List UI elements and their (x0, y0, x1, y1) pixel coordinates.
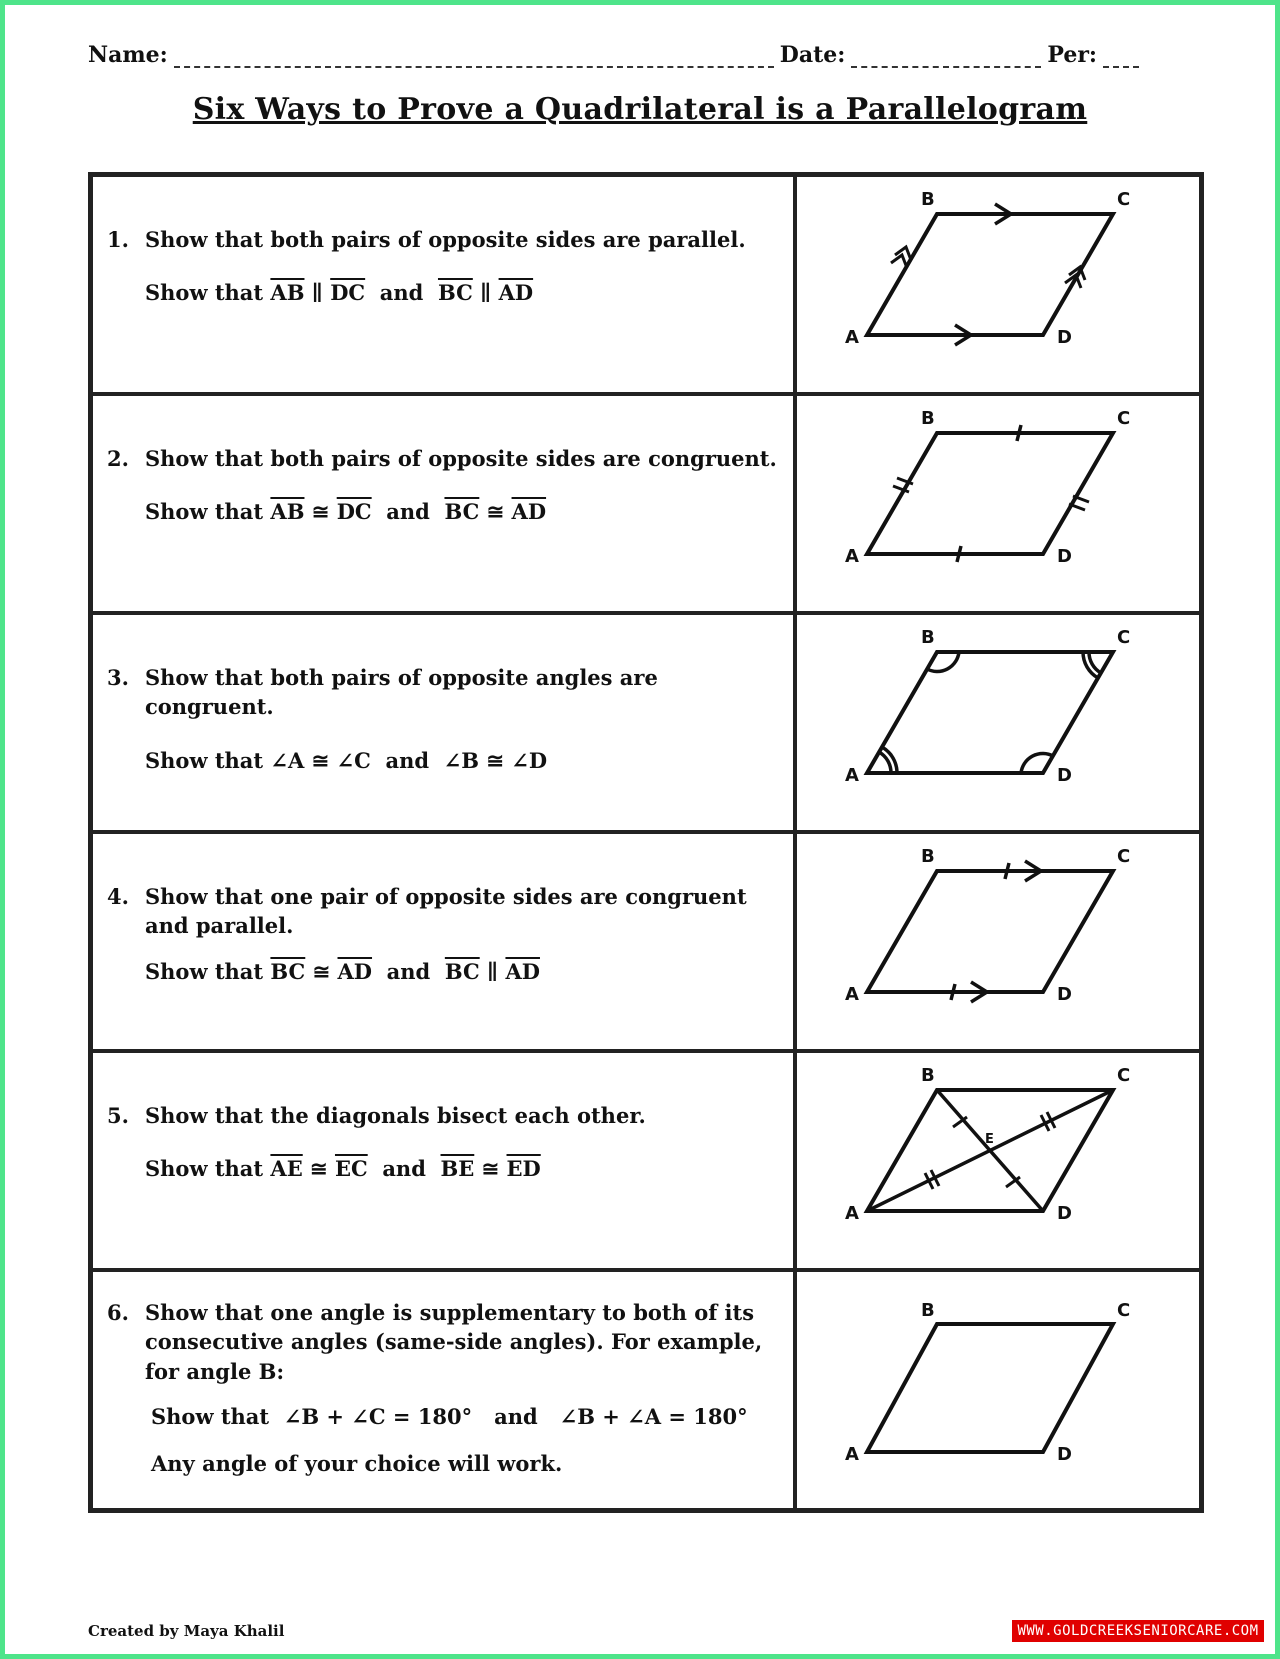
method-statement: Show that the diagonals bisect each other. (145, 1103, 646, 1128)
vertex-label-a: A (845, 327, 859, 348)
show-prefix: Show that (145, 499, 264, 525)
parallelogram-shape (867, 871, 1113, 992)
method-show-line (93, 473, 793, 524)
parallelogram-figure (797, 1272, 1197, 1508)
segment-term: $\overline{AE}$ (270, 1156, 303, 1182)
angle-sum-term: ∠B + ∠A = 180° (559, 1404, 748, 1430)
show-prefix: Show that (145, 747, 264, 773)
vertex-label-c: C (1117, 1065, 1131, 1086)
relation-symbol: ≅ (310, 1156, 328, 1182)
segment-term: $\overline{EC}$ (334, 1156, 368, 1182)
parallelogram-shape (867, 433, 1113, 554)
segment-term: $\overline{DC}$ (336, 499, 372, 525)
angle-term: ∠B (443, 747, 480, 773)
congruence-tick (1005, 863, 1009, 879)
table-row (91, 175, 1202, 395)
segment-term: $\overline{BC}$ (444, 499, 480, 525)
vertex-label-a: A (845, 1203, 859, 1224)
congruence-tick (1017, 425, 1021, 441)
segment-term: $\overline{AD}$ (511, 499, 547, 525)
vertex-label-c: C (1117, 846, 1131, 867)
vertex-label-b: B (921, 846, 935, 867)
table-row (91, 1270, 1202, 1511)
vertex-label-c: C (1117, 408, 1131, 429)
conjunction: and (382, 1156, 426, 1182)
method-statement: Show that both pairs of opposite sides are parallel. (145, 227, 746, 252)
method-statement: Show that both pairs of opposite sides are congruent. (145, 446, 777, 471)
method-number: 6. (107, 1300, 129, 1325)
vertex-label-d: D (1057, 327, 1072, 348)
vertex-label-a: A (845, 1444, 859, 1465)
segment-term: $\overline{AD}$ (498, 280, 534, 306)
segment-term: $\overline{DC}$ (330, 280, 366, 306)
midpoint-label-e: E (985, 1132, 994, 1147)
method-show-line (93, 722, 793, 773)
relation-symbol: ∥ (487, 958, 499, 984)
vertex-label-a: A (845, 546, 859, 567)
show-prefix: Show that (151, 1404, 270, 1430)
relation-symbol: ≅ (486, 747, 504, 773)
name-blank[interactable] (174, 44, 774, 68)
conjunction: and (385, 747, 430, 773)
method-statement: Show that one angle is supplementary to both of its consecutive angles (same-side angles). For example, for angle B: (145, 1300, 763, 1384)
vertex-label-a: A (845, 765, 859, 786)
vertex-label-d: D (1057, 765, 1072, 786)
method-note: Any angle of your choice will work. (151, 1451, 563, 1477)
method-number: 5. (107, 1103, 129, 1128)
segment-term: $\overline{BE}$ (440, 1156, 475, 1182)
conjunction: and (386, 499, 430, 525)
angle-term: ∠D (511, 747, 548, 773)
vertex-label-b: B (921, 408, 935, 429)
method-number: 3. (107, 665, 129, 690)
period-label: Per: (1047, 42, 1098, 68)
vertex-label-b: B (921, 1065, 935, 1086)
vertex-label-b: B (921, 189, 935, 210)
diagonal-bd (937, 1090, 1043, 1211)
method-show-line (93, 1130, 793, 1181)
method-text-cell (91, 832, 796, 1051)
credit-line: Created by Maya Khalil (88, 1622, 285, 1640)
table-row (91, 613, 1202, 832)
show-prefix: Show that (145, 958, 264, 984)
relation-symbol: ≅ (311, 499, 330, 525)
vertex-label-a: A (845, 984, 859, 1005)
method-show-line (93, 1386, 793, 1429)
show-prefix: Show that (145, 280, 264, 306)
relation-symbol: ∥ (480, 280, 492, 306)
parallelogram-figure (797, 834, 1197, 1049)
relation-symbol: ≅ (486, 499, 505, 525)
conjunction: and (379, 280, 424, 306)
table-row (91, 394, 1202, 613)
table-row (91, 832, 1202, 1051)
parallelogram-shape (867, 1324, 1113, 1452)
method-number: 4. (107, 884, 129, 909)
method-figure-cell (795, 1270, 1202, 1511)
vertex-label-c: C (1117, 1300, 1131, 1321)
segment-term: $\overline{AD}$ (505, 958, 540, 984)
parallelogram-figure (797, 615, 1197, 830)
segment-term: $\overline{AB}$ (270, 280, 305, 306)
vertex-label-c: C (1117, 189, 1131, 210)
show-prefix: Show that (145, 1156, 264, 1182)
vertex-label-c: C (1117, 627, 1131, 648)
date-label: Date: (779, 42, 846, 68)
method-number: 1. (107, 227, 129, 252)
method-figure-cell (795, 832, 1202, 1051)
method-figure-cell (795, 394, 1202, 613)
table-row (91, 1051, 1202, 1270)
method-figure-cell (795, 175, 1202, 395)
vertex-label-d: D (1057, 546, 1072, 567)
angle-term: ∠C (336, 747, 371, 773)
congruence-tick (951, 984, 955, 1000)
method-number: 2. (107, 446, 129, 471)
vertex-label-b: B (921, 627, 935, 648)
methods-table (88, 172, 1204, 1513)
segment-term: $\overline{BC}$ (270, 958, 306, 984)
method-text-cell (91, 175, 796, 395)
angle-sum-term: ∠B + ∠C = 180° (283, 1404, 473, 1430)
parallelogram-figure (797, 1053, 1197, 1268)
page-title: Six Ways to Prove a Quadrilateral is a Parallelogram (192, 92, 1088, 127)
date-blank[interactable] (851, 44, 1041, 68)
vertex-label-d: D (1057, 984, 1072, 1005)
relation-symbol: ≅ (481, 1156, 500, 1182)
relation-symbol: ∥ (311, 280, 323, 306)
segment-term: $\overline{AD}$ (337, 958, 373, 984)
method-text-cell (91, 613, 796, 832)
name-label: Name: (88, 42, 168, 68)
relation-symbol: ≅ (312, 958, 331, 984)
method-text-cell (91, 394, 796, 613)
conjunction: and (386, 958, 431, 984)
parallelogram-figure (797, 177, 1197, 392)
method-text-cell (91, 1051, 796, 1270)
vertex-label-d: D (1057, 1203, 1072, 1224)
vertex-label-d: D (1057, 1444, 1072, 1465)
method-show-line (93, 941, 793, 984)
worksheet-header (88, 38, 1200, 68)
segment-term: $\overline{ED}$ (506, 1156, 541, 1182)
method-statement: Show that both pairs of opposite angles are congruent. (145, 665, 658, 720)
parallelogram-shape (867, 652, 1113, 773)
conjunction: and (494, 1404, 538, 1430)
watermark-banner: WWW.GOLDCREEKSENIORCARE.COM (1012, 1620, 1264, 1642)
period-blank[interactable] (1103, 44, 1139, 68)
segment-term: $\overline{BC}$ (444, 958, 480, 984)
method-text-cell (91, 1270, 796, 1511)
parallelogram-figure (797, 396, 1197, 611)
relation-symbol: ≅ (311, 747, 330, 773)
method-figure-cell (795, 1051, 1202, 1270)
method-statement: Show that one pair of opposite sides are congruent and parallel. (145, 884, 747, 939)
vertex-label-b: B (921, 1300, 935, 1321)
congruence-tick (957, 546, 961, 562)
method-show-line (93, 254, 793, 305)
segment-term: $\overline{AB}$ (270, 499, 305, 525)
segment-term: $\overline{BC}$ (437, 280, 473, 306)
method-figure-cell (795, 613, 1202, 832)
angle-term: ∠A (270, 747, 305, 773)
